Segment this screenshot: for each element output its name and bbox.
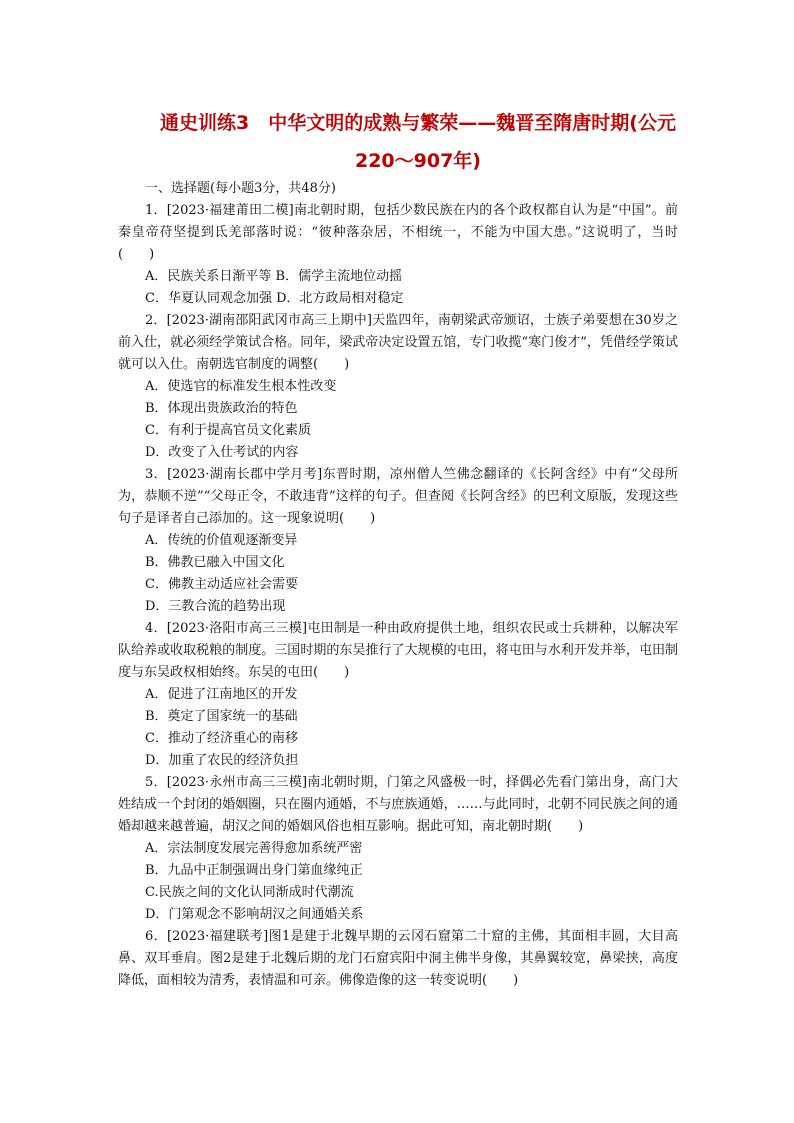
question-option: D．三教合流的趋势出现 [145,599,286,614]
question-option: D．门第观念不影响胡汉之间通婚关系 [145,907,364,922]
title-line-2: 220～907年) [354,150,481,172]
question-option: A．使选官的标准发生根本性改变 [145,379,337,394]
question-option: C.民族之间的文化认同渐成时代潮流 [145,885,354,900]
question-option: A．传统的价值观逐渐变异 [145,533,298,548]
question-stem: 5．[2023·永州市高三三模]南北朝时期，门第之风盛极一时，择偶必先看门第出身，高门大姓结成一个封闭的婚姻圈，只在圈内通婚，不与庶族通婚，……与此同时，北朝不同民族之间的通婚却越来越普遍，胡汉之间的婚姻风俗也相互影响。据此可知，南北朝时期( ) [118,775,678,834]
question-1 [118,200,678,310]
question-option: D．加重了农民的经济负担 [145,753,299,768]
title-line-1: 通史训练3 中华文明的成熟与繁荣——魏晋至隋唐时期(公元 [160,112,676,134]
question-stem: 2．[2023·湖南邵阳武冈市高三上期中]天监四年，南朝梁武帝颁诏，士族子弟要想在30岁之前入仕，就必须经学策试合格。同年，梁武帝决定设置五馆，专门收揽“寒门俊才”，凭借经学策试就可以入仕。南朝选官制度的调整( ) [118,313,678,372]
question-stem: 4．[2023·洛阳市高三三模]屯田制是一种由政府提供土地，组织农民或士兵耕种，以解决军队给养或收取税粮的制度。三国时期的东吴推行了大规模的屯田，将屯田与水利开发并举，屯田制度与东吴政权相始终。东吴的屯田( ) [118,621,678,680]
question-option: C．推动了经济重心的南移 [145,731,298,746]
question-option: A．民族关系日渐平等 B．儒学主流地位动摇 [145,269,403,284]
question-option: A．宗法制度发展完善得愈加系统严密 [145,841,363,856]
question-option: B．体现出贵族政治的特色 [145,401,298,416]
question-stem: 3．[2023·湖南长郡中学月考]东晋时期，凉州僧人竺佛念翻译的《长阿含经》中有“父母所为，恭顺不逆”“父母正令，不敢违背”这样的句子。但查阅《长阿含经》的巴利文原版，发现这些句子是译者自己添加的。这一现象说明( ) [118,467,678,526]
question-3 [118,464,678,618]
question-stem: 1．[2023·福建莆田二模]南北朝时期，包括少数民族在内的各个政权都自认为是“中国”。前秦皇帝苻坚提到氐羌部落时说：“彼种落杂居，不相统一，不能为中国大患。”这说明了，当时( ) [118,203,678,262]
question-option: D．改变了入仕考试的内容 [145,445,299,460]
question-4 [118,618,678,772]
question-option: C．华夏认同观念加强 D．北方政局相对稳定 [145,291,404,306]
question-option: A．促进了江南地区的开发 [145,687,298,702]
question-stem: 6．[2023·福建联考]图1是建于北魏早期的云冈石窟第二十窟的主佛，其面相丰圆，大目高鼻、双耳垂肩。图2是建于北魏后期的龙门石窟宾阳中洞主佛半身像，其鼻翼较宽，鼻梁挟，高度降低，面相较为清秀，表情温和可亲。佛像造像的这一转变说明( ) [118,929,678,988]
question-6 [118,926,678,992]
question-2 [118,310,678,464]
document-title [118,104,718,180]
question-5 [118,772,678,926]
question-option: B．佛教已融入中国文化 [145,555,285,570]
section-heading: 一、选择题(每小题3分，共48分) [145,181,336,196]
question-content [118,178,678,992]
question-option: C．佛教主动适应社会需要 [145,577,298,592]
question-option: B．九品中正制强调出身门第血缘纯正 [145,863,363,878]
question-option: B．奠定了国家统一的基础 [145,709,298,724]
question-option: C．有利于提高官员文化素质 [145,423,311,438]
